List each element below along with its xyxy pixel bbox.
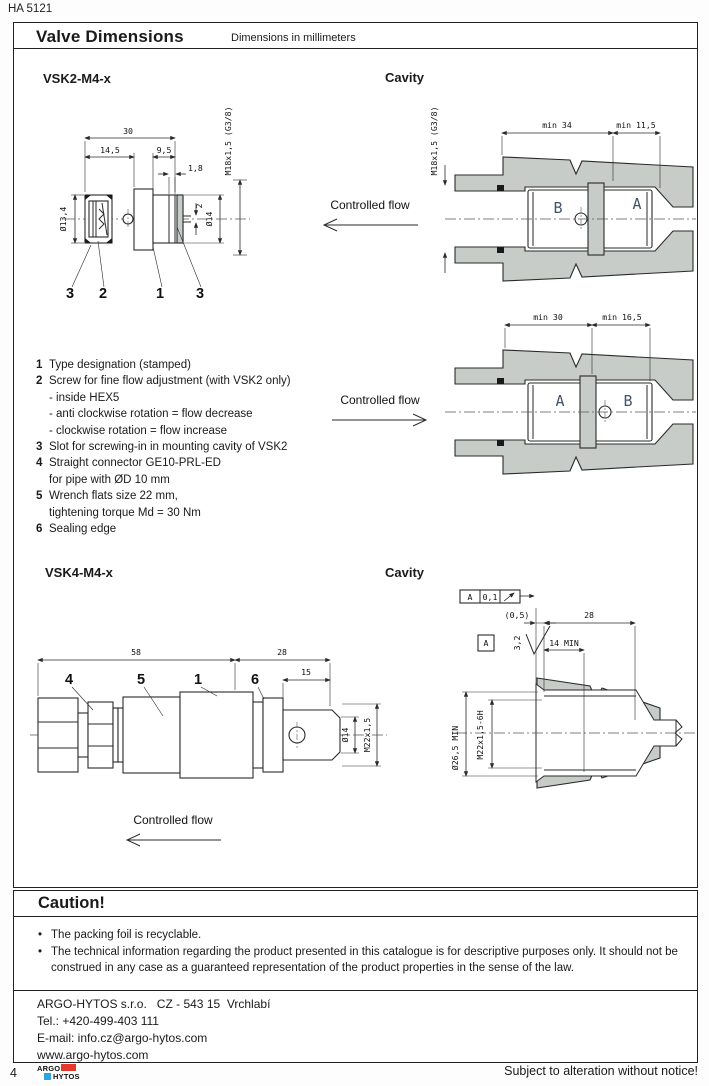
doc-code: HA 5121: [8, 3, 53, 15]
page-subtitle: Dimensions in millimeters: [231, 32, 356, 44]
note-text: Wrench flats size 22 mm,: [49, 490, 178, 503]
note-number: 6: [36, 523, 43, 536]
tolerance-value: 0,1: [482, 592, 498, 602]
note-text: for pipe with ØD 10 mm: [49, 473, 170, 486]
dia-connector: Ø13,4: [58, 206, 68, 232]
dim-groove: 1,8: [188, 163, 203, 173]
vsk4-section-label: VSK4-M4-x: [45, 565, 113, 580]
port-a-label: A: [555, 392, 565, 410]
footer-note: Subject to alteration without notice!: [504, 1064, 698, 1078]
datum-ref: A: [467, 592, 473, 602]
note-number: 4: [36, 457, 43, 470]
cavity-b-part: [445, 350, 696, 474]
callout-3a: 3: [66, 286, 75, 302]
note-text: tightening torque Md = 30 Nm: [49, 506, 201, 519]
note-text: Straight connector GE10-PRL-ED: [49, 457, 221, 470]
datum-label: A: [483, 638, 489, 648]
vsk4-valve-drawing: [25, 640, 445, 810]
dim-thread-len: 15: [301, 667, 311, 677]
bullet-text: • The technical information regarding the product presented in this catalogue is for descriptive purposes only. It should not be construed in any case as a guaranteed representation of the product properties in the sense of the law.: [51, 945, 678, 974]
dia-min: Ø26,5 MIN: [450, 725, 460, 771]
vsk2-cavity-b-drawing: [425, 300, 700, 485]
note-1: [36, 357, 366, 373]
callout-5: 5: [137, 672, 146, 688]
caution-body-box: [13, 917, 698, 991]
flow-label: Controlled flow: [133, 813, 213, 827]
thread-label: M22x1,5: [362, 717, 372, 753]
dia-tip: Ø14: [340, 727, 350, 743]
port-b-label: B: [553, 199, 563, 217]
note-3: [36, 439, 366, 455]
thread-label: M18x1,5 (G3/8): [223, 106, 233, 176]
cavity-heading-top: Cavity: [385, 70, 425, 85]
contact-email: E-mail: info.cz@argo-hytos.com: [37, 1031, 208, 1045]
note-number: 3: [36, 441, 43, 454]
note-text: Screw for fine flow adjustment (with VSK2 only): [49, 375, 291, 388]
cavity-a-part: [445, 157, 696, 281]
note-5: [36, 488, 366, 504]
logo-cyan-square-icon: [44, 1073, 51, 1080]
vsk2-part: [64, 189, 250, 250]
argo-hytos-logo: [37, 1064, 81, 1082]
note-2: [36, 373, 366, 389]
logo-word-argo: ARGO: [37, 1064, 61, 1073]
vsk2-valve-drawing: [50, 95, 260, 310]
note-5-sub: [36, 505, 366, 521]
callout-2: 2: [99, 286, 108, 302]
note-number: 1: [36, 359, 43, 371]
note-number: 2: [36, 375, 43, 388]
contact-box: [13, 991, 698, 1063]
port-a-label: A: [632, 195, 642, 213]
dim-left: 14,5: [100, 145, 120, 155]
note-text: - clockwise rotation = flow increase: [49, 424, 228, 437]
roughness-value: 3,2: [512, 635, 522, 651]
note-2-sub: [36, 406, 366, 422]
flow-arrow-left-top: [315, 195, 425, 235]
vsk4-part: [30, 692, 387, 778]
logo-red-rect-icon: [61, 1064, 76, 1071]
sealing-flange: [263, 698, 283, 772]
valve-body: [123, 697, 180, 773]
notes-list: [36, 357, 366, 537]
note-4: [36, 455, 366, 471]
contact-website: www.argo-hytos.com: [37, 1048, 149, 1062]
flow-label: Controlled flow: [340, 393, 420, 407]
flange: [134, 189, 153, 250]
callout-6: 6: [251, 672, 260, 688]
caution-bullet-1: [38, 927, 683, 944]
note-6: [36, 521, 366, 537]
dia-body: Ø14: [204, 211, 214, 227]
note-4-sub: [36, 472, 366, 488]
caution-title: Caution!: [38, 894, 105, 912]
page-title: Valve Dimensions: [36, 27, 184, 46]
title-bar: [14, 23, 697, 49]
note-2-sub: [36, 390, 366, 406]
callout-3b: 3: [196, 286, 205, 302]
connector-hex-nut: [38, 698, 78, 772]
bullet-text: • The packing foil is recyclable.: [51, 929, 202, 941]
flow-label: Controlled flow: [330, 198, 410, 212]
port-b-label: B: [623, 392, 633, 410]
thread-label: M22x1,5-6H: [475, 710, 485, 760]
vsk2-cavity-a-drawing: [425, 95, 700, 295]
dim-depth: 28: [584, 610, 594, 620]
note-text: Type designation (stamped): [49, 359, 191, 371]
dim-pin: 2: [194, 203, 204, 209]
gap-dim: (0,5): [504, 610, 530, 620]
thread-label: M18x1,5 (G3/8): [429, 106, 439, 176]
vsk4-cavity-drawing: [450, 580, 705, 815]
callout-1: 1: [156, 286, 165, 302]
note-text: - anti clockwise rotation = flow decrease: [49, 408, 253, 421]
dim-overall: 30: [123, 126, 133, 136]
valve-body-step: [180, 692, 253, 778]
flow-arrow-left-bottom: [118, 810, 228, 850]
note-2-sub: [36, 423, 366, 439]
contact-company: ARGO-HYTOS s.r.o. CZ - 543 15 Vrchlabí: [37, 997, 271, 1011]
dim-right: 28: [277, 647, 287, 657]
note-text: Sealing edge: [49, 523, 117, 536]
caution-header-box: [13, 890, 698, 917]
connector-hex-body: [88, 702, 113, 768]
dim-right: 9,5: [156, 145, 172, 155]
callout-1: 1: [194, 672, 203, 688]
dim-mouth: min 11,5: [616, 120, 656, 130]
dim-overall: 58: [131, 647, 141, 657]
logo-word-hytos: HYTOS: [53, 1072, 80, 1081]
dim-thread-min: 14 MIN: [549, 638, 579, 648]
caution-bullet-2: [38, 944, 683, 977]
callout-4: 4: [65, 672, 74, 688]
cavity-heading-bottom: Cavity: [385, 565, 425, 580]
dim-depth: min 34: [542, 120, 572, 130]
page-number: 4: [10, 1066, 17, 1080]
note-number: 5: [36, 490, 43, 503]
contact-phone: Tel.: +420-499-403 111: [37, 1014, 159, 1028]
note-text: - inside HEX5: [49, 391, 120, 404]
dim-depth: min 30: [533, 312, 563, 322]
note-text: Slot for screwing-in in mounting cavity of VSK2: [49, 441, 288, 454]
dim-mouth: min 16,5: [602, 312, 642, 322]
vsk2-section-label: VSK2-M4-x: [43, 71, 111, 86]
